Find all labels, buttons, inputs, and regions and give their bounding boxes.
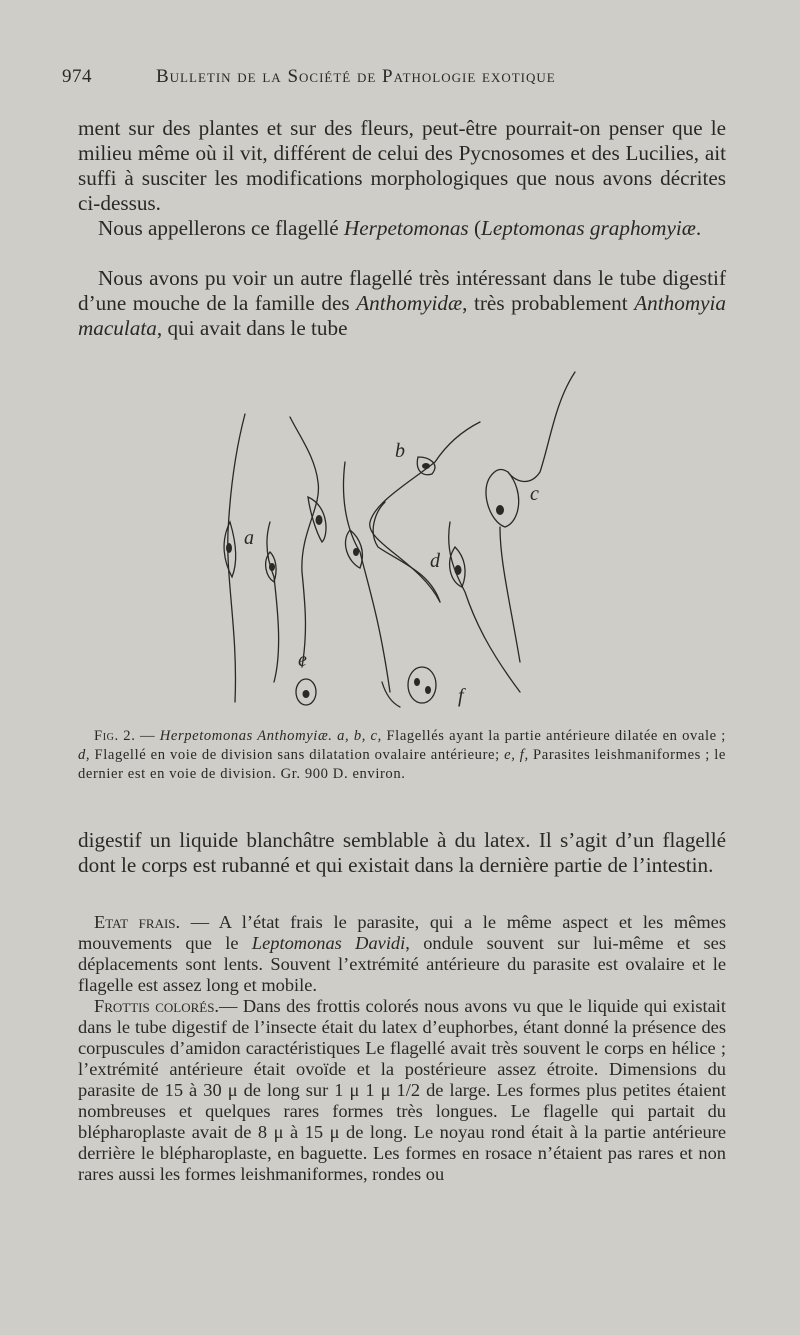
paragraph-frottis-colores: Frottis colorés.— Dans des frottis colorés nous avons vu que le liquide qui existait dans le tube digestif de l’insecte était du latex d’euphorbes, étant donné la présence des corpuscules d’amidon caractéristiques Le flagellé avait très souvent le corps en hélice ; l’extrémité antérieure était ovoïde et la postérieure assez étroite. Dimensions du parasite de 15 à 30 μ de long sur 1 μ 1 μ 1/2 de large. Les formes plus petites étaient nombreuses et quelques rares formes très longues. Le flagelle qui partait du blépharoplaste avait de 8 μ à 15 μ de long. Le noyau rond était à la partie antérieure derrière le blépharoplaste, en baguette. Les formes en rosace n’étaient pas rares et non rares aussi les formes leishmaniformes, rondes ou: [78, 996, 726, 1184]
paragraph-2: Nous appellerons ce flagellé Herpetomonas (Leptomonas graphomyiæ.: [98, 216, 702, 240]
figure-label-c: c: [530, 483, 539, 505]
figure-label-f: f: [458, 685, 464, 707]
page-number: 974: [62, 66, 92, 87]
paragraph-1: ment sur des plantes et sur des fleurs, peut-être pourrait-on penser que le milieu même où il vit, différent de celui des Pycnosomes et des Lucilies, ait suffi à susciter les modifications morphologiques que nous avons décrites ci-dessus.: [78, 116, 726, 215]
figure-label-a: a: [244, 527, 254, 549]
journal-title: Bulletin de la Société de Pathologie exotique: [156, 66, 556, 87]
figure-label-e: e: [298, 649, 307, 671]
paragraph-etat-frais: Etat frais. — A l’état frais le parasite, qui a le même aspect et les mêmes mouvements que le Leptomonas Davidi, ondule souvent sur lui-même et ses déplacements sont lents. Souvent l’extrémité antérieure du parasite est ovalaire et le flagelle est assez long et mobile.: [78, 912, 726, 995]
figure-caption: Fig. 2. — Herpetomonas Anthomyiæ. a, b, c, Flagellés ayant la partie antérieure dilatée en ovale ; d, Flagellé en voie de division sans dilatation ovalaire antérieure; e, f, Parasites leishmaniformes ; le dernier est en voie de division. Gr. 900 D. environ.: [78, 728, 726, 782]
running-head: [62, 66, 662, 92]
figure-label-b: b: [395, 440, 405, 462]
figure-label-d: d: [430, 550, 440, 572]
flagellate-figure: [190, 362, 590, 722]
paragraph-4: digestif un liquide blanchâtre semblable à du latex. Il s’agit d’un flagellé dont le corps est rubanné et qui existait dans la dernière partie de l’intestin.: [78, 828, 726, 877]
paragraph-3: Nous avons pu voir un autre flagellé très intéressant dans le tube digestif d’une mouche de la famille des Anthomyidæ, très probablement Anthomyia maculata, qui avait dans le tube: [78, 266, 726, 340]
